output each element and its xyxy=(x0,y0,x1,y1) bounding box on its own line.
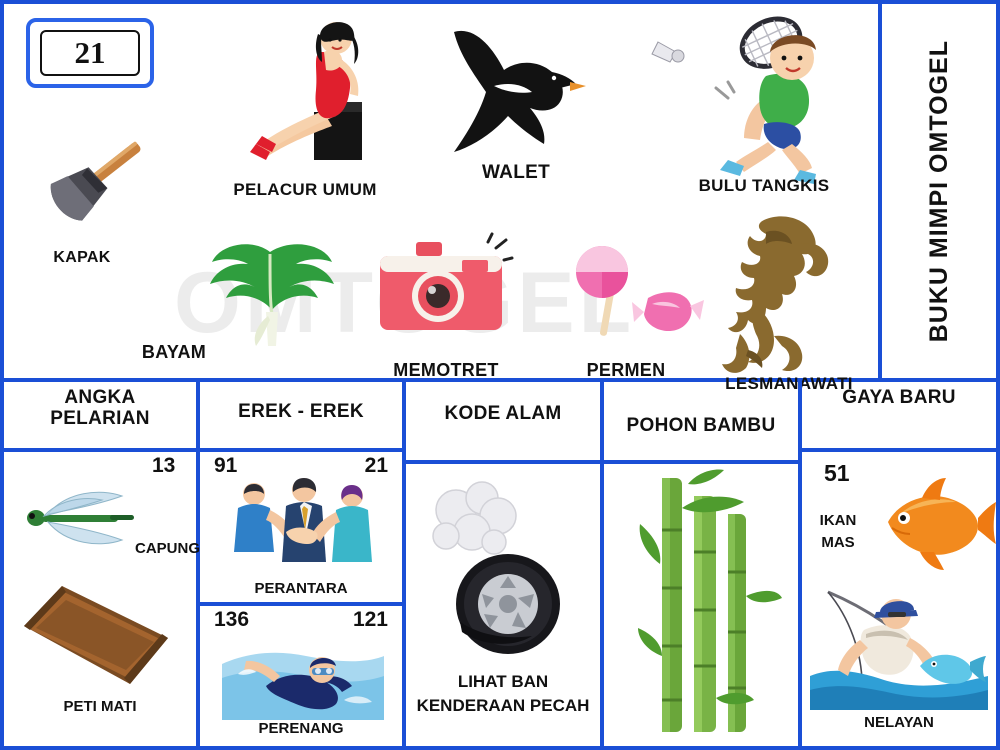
number-plaque xyxy=(26,18,154,88)
label-lesmanawati: LESMANAWATI xyxy=(725,374,853,393)
column-title-pohon-bambu: POHON BAMBU xyxy=(626,415,776,436)
axe-icon xyxy=(44,132,164,242)
coffin-icon xyxy=(18,572,184,702)
spinach-icon xyxy=(200,232,350,352)
number-plaque-inner xyxy=(40,30,140,76)
swimmer-icon xyxy=(218,634,388,724)
side-title-text: BUKU MIMPI OMTOGEL xyxy=(924,39,953,343)
divider xyxy=(4,448,196,452)
column-kode-alam xyxy=(406,382,604,746)
label-perantara: PERANTARA xyxy=(254,580,348,597)
bamboo-icon xyxy=(632,468,782,738)
page-number: 21 xyxy=(74,35,106,70)
column-title-line2: PELARIAN xyxy=(50,407,150,429)
wayang-puppet-icon xyxy=(704,210,854,380)
gaya-baru-number: 51 xyxy=(824,460,850,486)
column-angka-pelarian xyxy=(4,382,200,746)
candy-lollipop-icon xyxy=(560,238,706,348)
erek-erek-right-number-1: 21 xyxy=(364,454,388,477)
label-lihat-ban-line1: LIHAT BAN xyxy=(457,672,549,691)
label-peti-mati: PETI MATI xyxy=(63,698,137,715)
label-nelayan: NELAYAN xyxy=(864,714,934,731)
side-title-bar xyxy=(878,4,996,382)
badminton-player-icon xyxy=(624,14,844,184)
column-erek-erek xyxy=(200,382,406,746)
label-bayam: BAYAM xyxy=(141,342,207,362)
column-title-gaya-baru: GAYA BARU xyxy=(842,387,956,408)
label-lihat-ban-line2: KENDERAAN PECAH xyxy=(416,696,590,715)
column-pohon-bambu xyxy=(604,382,802,746)
fisherman-icon xyxy=(810,578,988,710)
column-title-kode-alam: KODE ALAM xyxy=(444,403,562,424)
label-perenang: PERENANG xyxy=(258,720,344,737)
divider xyxy=(406,460,600,464)
label-capung: CAPUNG xyxy=(134,540,200,557)
erek-erek-left-number-2: 136 xyxy=(214,608,250,631)
label-ikan-line1: IKAN xyxy=(819,512,857,529)
column-title-line1: ANGKA xyxy=(64,387,136,408)
label-bulu-tangkis: BULU TANGKIS xyxy=(698,176,830,195)
swallow-bird-icon xyxy=(434,16,594,166)
label-pelacur-umum: PELACUR UMUM xyxy=(233,180,377,199)
column-gaya-baru xyxy=(802,382,996,746)
angka-pelarian-number-1: 13 xyxy=(152,454,176,477)
column-title-erek-erek: EREK - EREK xyxy=(238,401,364,422)
label-memotret: MEMOTRET xyxy=(393,360,499,380)
column-title-angka-pelarian xyxy=(4,382,196,430)
divider xyxy=(604,460,798,464)
camera-icon xyxy=(372,236,512,348)
erek-erek-right-number-2: 121 xyxy=(352,608,388,631)
label-kapak: KAPAK xyxy=(53,249,111,266)
label-ikan-line2: MAS xyxy=(821,534,855,551)
divider xyxy=(802,448,996,452)
label-walet: WALET xyxy=(482,162,550,183)
woman-red-dress-icon xyxy=(226,12,386,172)
goldfish-icon xyxy=(870,474,996,574)
top-icon-panel xyxy=(4,4,882,393)
handshake-mediator-icon xyxy=(224,474,384,582)
divider xyxy=(200,602,402,606)
label-permen: PERMEN xyxy=(586,360,666,380)
bottom-grid xyxy=(4,382,996,746)
flat-tire-icon xyxy=(422,470,592,660)
erek-erek-left-number-1: 91 xyxy=(214,454,238,477)
divider xyxy=(200,448,402,452)
